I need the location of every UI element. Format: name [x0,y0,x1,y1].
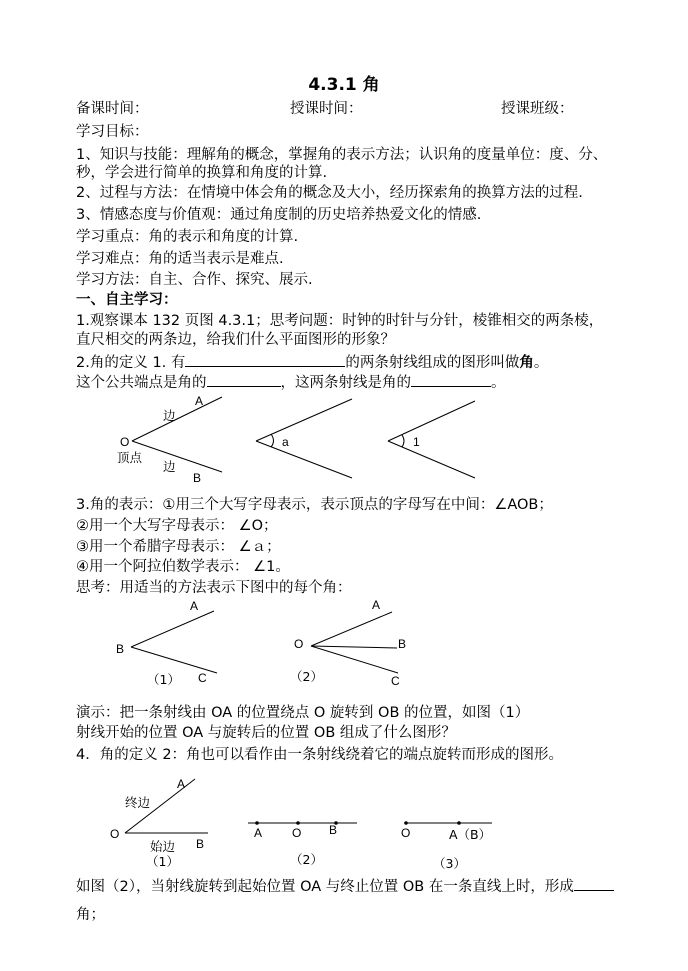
question-1a: 1.观察课本 132 页图 4.3.1；思考问题：时钟的时针与分针，棱锥相交的两条棱， [76,313,604,329]
class-time-label: 授课时间： [290,101,363,117]
objective-3: 3、情感态度与价值观：通过角度制的历史培养热爱文化的情感. [76,207,482,223]
objectives-heading: 学习目标： [76,124,149,140]
label-side-bottom: 边 [163,459,176,474]
demo-line-a: 演示：把一条射线由 OA 的位置绕点 O 旋转到 OB 的位置，如图（1） [76,705,530,721]
ex2-label-C: C [391,674,400,688]
section-heading: 一、自主学习： [76,292,178,308]
rot3-label-O: O [401,826,411,840]
notation-method-3: ③用一个希腊字母表示： ∠ａ； [76,539,281,555]
method: 学习方法：自主、合作、探究、展示. [76,272,313,288]
ex2-label-O: O [294,637,304,651]
question-1b: 直尺相交的两条边，给我们什么平面图形的形象？ [76,332,395,348]
notation-method-2: ②用一个大写字母表示： ∠O； [76,518,278,534]
notation-intro: 3.角的表示：①用三个大写字母表示，表示顶点的字母写在中间：∠AOB； [76,497,553,513]
ex1-label-A: A [190,599,199,613]
rot3-label-AB: A（B） [449,827,492,842]
straight-angle-text: 如图（2），当射线旋转到起始位置 OA 与终止位置 OB 在一条直线上时，形成 [76,879,574,895]
label-A: A [195,394,204,408]
label-vertex: 顶点 [117,450,143,465]
definition-1-prefix: 2.角的定义 1. 有 [76,355,186,371]
rot1-label-B: B [196,837,205,851]
rotation-figure-3 [401,821,492,871]
objective-2: 2、过程与方法：在情境中体会角的概念及大小，经历探索角的换算方法的过程. [76,185,583,201]
label-O: O [120,435,130,449]
ex1-caption: （1） [147,672,180,687]
label-alpha: a [282,435,289,449]
difficulty: 学习难点：角的适当表示是难点. [76,251,284,267]
rot1-label-A: A [177,777,186,791]
think-prompt: 思考：用适当的方法表示下图中的每个角： [76,580,352,596]
class-name-label: 授课班级： [501,101,574,117]
definition-1-term: 角 [519,355,534,371]
rot2-label-B: B [329,823,338,837]
rot2-caption: （2） [290,852,323,867]
straight-angle-line [76,876,614,896]
vertex-text-c: 。 [491,375,506,391]
rot1-caption: （1） [146,854,179,869]
rot2-label-O: O [292,826,302,840]
rot3-caption: （3） [433,856,466,871]
ex2-caption: （2） [290,669,323,684]
definition-1-suffix: 的两条射线组成的图形叫做 [345,355,520,371]
rot1-end-side: 终边 [125,795,151,810]
answer-blank-straight-angle[interactable] [574,876,614,891]
ex1-label-C: C [198,671,207,685]
label-one: 1 [413,435,420,449]
straight-angle-end: 角； [76,907,105,923]
rot2-label-A: A [254,826,263,840]
definition-2: 4．角的定义 2：角也可以看作由一条射线绕着它的端点旋转而形成的图形。 [76,747,564,763]
key-point: 学习重点：角的表示和角度的计算. [76,229,299,245]
vertex-text-a: 这个公共端点是角的 [76,375,207,391]
prep-time-label: 备课时间： [76,101,149,117]
definition-1-end: 。 [533,355,549,371]
notation-method-4: ④用一个阿拉伯数学表示： ∠1。 [76,559,290,575]
rot1-label-O: O [110,827,120,841]
demo-line-b: 射线开始的位置 OA 与旋转后的位置 OB 组成了什么图形？ [76,725,456,741]
ex1-label-B: B [116,642,125,656]
page-title: 4.3.1 角 [308,75,380,95]
vertex-text-b: ，这两条射线是角的 [280,375,411,391]
objective-1a: 1、知识与技能：理解角的概念，掌握角的表示方法；认识角的度量单位：度、分、 [76,147,608,163]
rotation-figure-1 [110,777,208,869]
objective-1b: 秒，学会进行简单的换算和角度的计算. [76,165,328,181]
label-side-top: 边 [163,408,176,423]
label-B: B [193,471,202,485]
ex2-label-A: A [372,598,381,612]
ex2-label-B: B [398,637,407,651]
rotation-figure-2 [248,821,357,867]
rot1-start-side: 始边 [150,839,176,854]
